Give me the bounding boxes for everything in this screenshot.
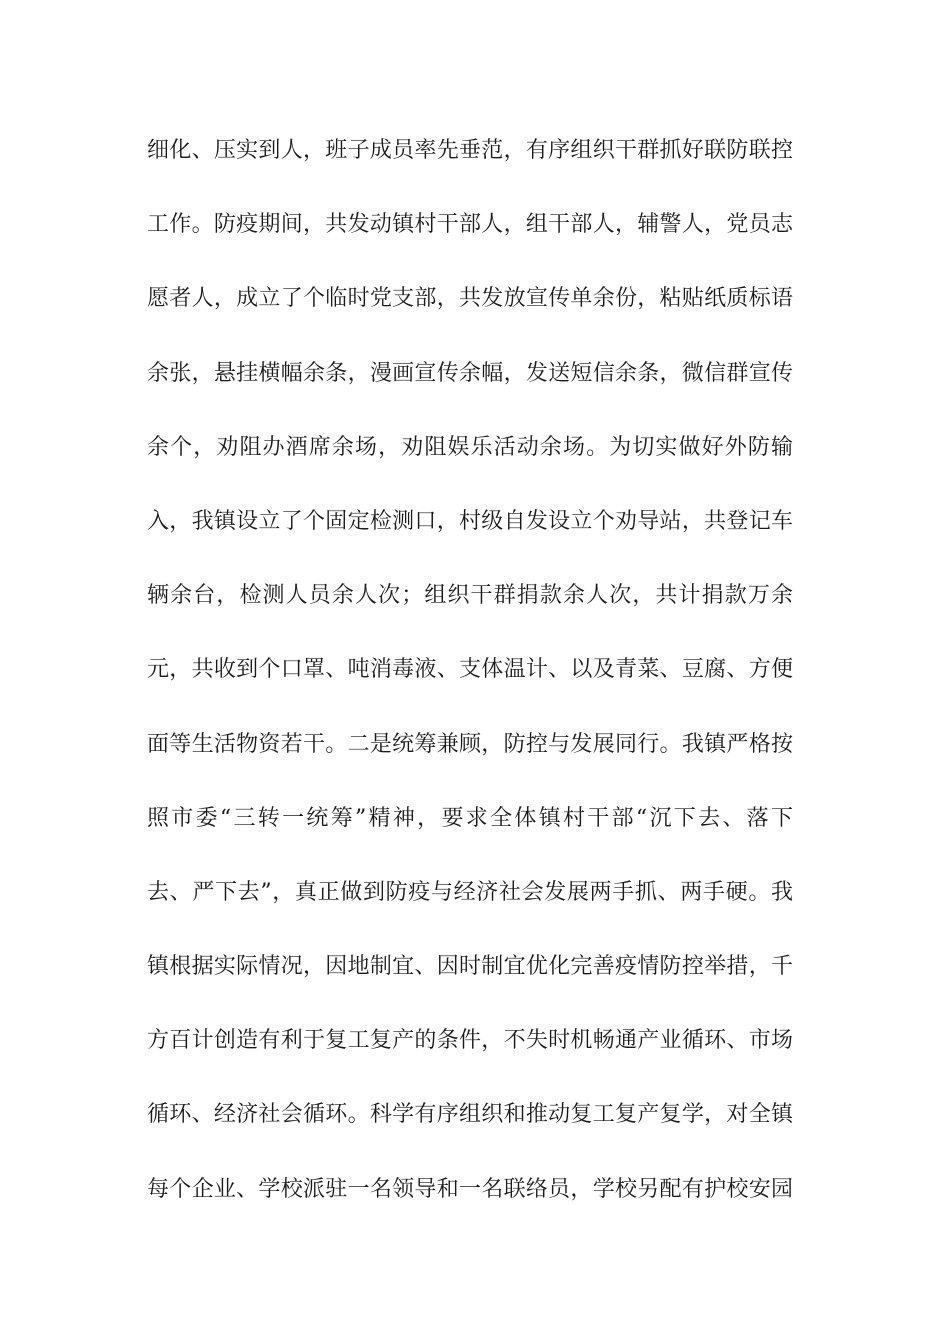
text-line: 入，我镇设立了个固定检测口，村级自发设立个劝导站，共登记车 [147,508,793,534]
text-line: 工作。防疫期间，共发动镇村干部人，组干部人，辅警人，党员志 [147,212,793,238]
text-line: 循环、经济社会循环。科学有序组织和推动复工复产复学，对全镇 [147,1102,793,1128]
text-line: 余个，劝阻办酒席余场，劝阻娱乐活动余场。为切实做好外防输 [147,434,793,460]
text-line: 每个企业、学校派驻一名领导和一名联络员，学校另配有护校安园 [147,1176,793,1202]
text-line: 镇根据实际情况，因地制宜、因时制宜优化完善疫情防控举措，千 [147,954,793,980]
text-line: 去、严下去”，真正做到防疫与经济社会发展两手抓、两手硬。我 [147,879,793,905]
text-line: 元，共收到个口罩、吨消毒液、支体温计、以及青菜、豆腐、方便 [147,657,793,683]
text-line: 照市委“三转一统筹”精神，要求全体镇村干部“沉下去、落下 [147,805,793,831]
text-line: 愿者人，成立了个临时党支部，共发放宣传单余份，粘贴纸质标语 [147,286,793,312]
body-text [147,128,793,1241]
text-line: 方百计创造有利于复工复产的条件，不失时机畅通产业循环、市场 [147,1028,793,1054]
text-line: 辆余台，检测人员余人次；组织干群捐款余人次，共计捐款万余 [147,583,793,609]
text-line: 细化、压实到人，班子成员率先垂范，有序组织干群抓好联防联控 [147,138,793,163]
text-line: 余张，悬挂横幅余条，漫画宣传余幅，发送短信余条，微信群宣传 [147,360,793,386]
text-line: 面等生活物资若干。二是统筹兼顾，防控与发展同行。我镇严格按 [147,731,793,757]
